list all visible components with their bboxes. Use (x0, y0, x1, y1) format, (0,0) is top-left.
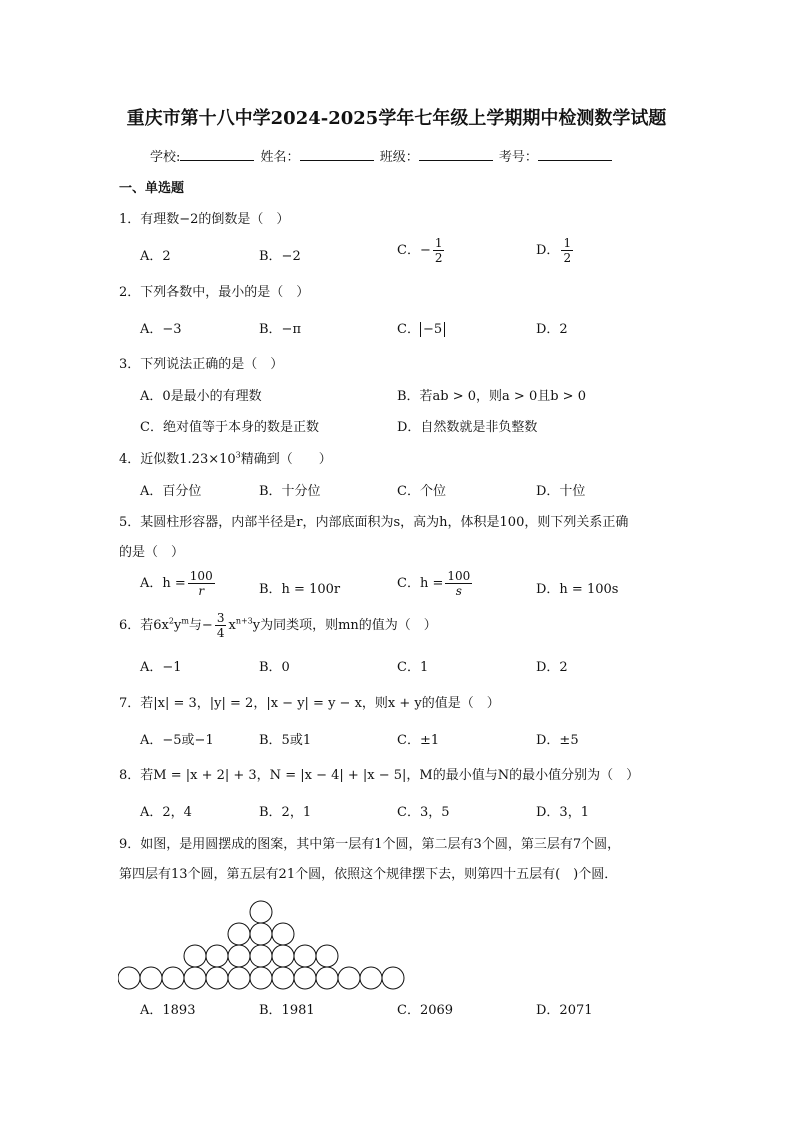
pattern-circle (338, 967, 360, 989)
q1-option-a[interactable]: A．2 (140, 249, 171, 264)
q4-option-a[interactable]: A．百分位 (140, 484, 202, 499)
q7-option-a[interactable]: A．−5或−1 (140, 733, 214, 748)
pattern-circle (382, 967, 404, 989)
q1-option-b[interactable]: B．−2 (259, 249, 301, 264)
q2-option-b[interactable]: B．−π (259, 322, 301, 337)
pattern-circle (316, 945, 338, 967)
pattern-circle (316, 967, 338, 989)
q9-stem-line2: 第四层有13个圆，第五层有21个圆，依照这个规律摆下去，则第四十五层有( )个圆． (119, 867, 618, 882)
page-title: 重庆市第十八中学2024-2025学年七年级上学期期中检测数学试题 (126, 108, 667, 129)
q6-sup2: m (181, 616, 189, 626)
pattern-circle (206, 967, 228, 989)
q7-option-b[interactable]: B．5或1 (259, 733, 312, 748)
q2-option-c[interactable] (397, 318, 445, 337)
pattern-circle (228, 945, 250, 967)
pattern-circle (272, 967, 294, 989)
q4-option-c[interactable]: C．个位 (397, 484, 446, 499)
class-label: 班级： (379, 150, 419, 165)
pattern-circle (250, 901, 272, 923)
q2-c-prefix: C． (397, 322, 420, 337)
pattern-circle (250, 923, 272, 945)
q8-option-a[interactable]: A．2，4 (140, 805, 192, 820)
q9-option-c[interactable]: C．2069 (397, 1003, 454, 1018)
q4-stem-post: 精确到（ ） (240, 452, 332, 467)
q4-option-b[interactable]: B．十分位 (259, 484, 321, 499)
pattern-circle (228, 967, 250, 989)
q3-option-c[interactable]: C．绝对值等于本身的数是正数 (140, 420, 319, 435)
q6-stem-e: y为同类项，则mn的值为（ ） (252, 618, 437, 633)
frac-num: 100 (189, 569, 213, 583)
frac-num: 3 (216, 611, 225, 625)
q6-sup1: 2 (168, 616, 174, 626)
q1-c-fraction (433, 236, 445, 265)
frac-den: 4 (216, 626, 225, 640)
q2-option-a[interactable]: A．−3 (140, 322, 182, 337)
q2-option-d[interactable]: D．2 (536, 322, 568, 337)
school-blank[interactable] (180, 148, 254, 161)
q1-c-prefix: C．− (397, 243, 431, 258)
exam-no-label: 考号： (498, 150, 538, 165)
q4-stem (119, 448, 332, 467)
q2-c-value: −5 (420, 322, 445, 337)
pattern-circle (360, 967, 382, 989)
q1-d-prefix: D． (536, 243, 560, 258)
class-blank[interactable] (419, 148, 493, 161)
q6-option-a[interactable]: A．−1 (140, 660, 182, 675)
q6-stem (119, 611, 437, 640)
q3-option-d[interactable]: D．自然数就是非负整数 (397, 420, 538, 435)
pattern-circle (140, 967, 162, 989)
q9-option-a[interactable]: A．1893 (140, 1003, 196, 1018)
q5-a-prefix: A．h = (140, 576, 186, 591)
q8-option-b[interactable]: B．2，1 (259, 805, 312, 820)
q5-option-d[interactable]: D．h = 100s (536, 582, 619, 597)
pattern-circle (272, 923, 294, 945)
q3-option-b[interactable]: B．若ab > 0，则a > 0且b > 0 (397, 389, 586, 404)
q6-stem-d: x (228, 618, 236, 633)
q4-exponent: 3 (235, 450, 241, 460)
pattern-circle (206, 945, 228, 967)
frac-den: r (198, 584, 205, 598)
q6-option-b[interactable]: B．0 (259, 660, 290, 675)
pattern-circle (294, 967, 316, 989)
q6-stem-c: 与− (188, 618, 213, 633)
student-info-line (150, 146, 614, 165)
frac-num: 100 (447, 569, 471, 583)
q6-fraction (215, 611, 227, 640)
frac-num: 1 (434, 236, 443, 250)
pattern-circle (294, 945, 316, 967)
q9-stem-line1: 9．如图，是用圆摆成的图案，其中第一层有1个圆，第二层有3个圆，第三层有7个圆， (119, 837, 621, 852)
frac-num: 1 (563, 236, 572, 250)
q5-c-fraction (445, 569, 472, 598)
pattern-circle (184, 945, 206, 967)
name-blank[interactable] (300, 148, 374, 161)
frac-den: 2 (434, 251, 443, 265)
q6-option-d[interactable]: D．2 (536, 660, 568, 675)
q5-option-c[interactable] (397, 569, 474, 598)
q7-stem: 7．若|x| = 3，|y| = 2，|x − y| = y − x，则x + y的值是（ ） (119, 696, 500, 711)
q4-stem-pre: 4．近似数1.23×10 (119, 452, 236, 467)
pattern-circle (228, 923, 250, 945)
school-label: 学校: (150, 150, 181, 165)
q2-stem: 2．下列各数中，最小的是（ ） (119, 285, 310, 300)
q9-option-d[interactable]: D．2071 (536, 1003, 593, 1018)
pattern-circle (250, 967, 272, 989)
q6-option-c[interactable]: C．1 (397, 660, 429, 675)
frac-den: 2 (563, 251, 572, 265)
q7-option-d[interactable]: D．±5 (536, 733, 579, 748)
q1-option-c[interactable] (397, 236, 446, 265)
q5-stem-line1: 5．某圆柱形容器，内部半径是r，内部底面积为s，高为h，体积是100，则下列关系正确 (119, 515, 629, 530)
q6-sup3: n+3 (235, 616, 253, 626)
pattern-circle (118, 967, 140, 989)
q3-stem: 3．下列说法正确的是（ ） (119, 357, 284, 372)
q1-stem: 1．有理数−2的倒数是（ ） (119, 212, 290, 227)
q8-option-c[interactable]: C．3，5 (397, 805, 450, 820)
pattern-circle (162, 967, 184, 989)
frac-den: s (455, 584, 462, 598)
q8-option-d[interactable]: D．3，1 (536, 805, 589, 820)
q1-option-d[interactable] (536, 236, 575, 265)
q8-stem: 8．若M = |x + 2| + 3，N = |x − 4| + |x − 5|，M的最小值与N的最小值分别为（ ） (119, 768, 640, 783)
circle-pattern-figure (118, 890, 408, 990)
q1-d-fraction (561, 236, 573, 265)
name-label: 姓名： (260, 150, 300, 165)
q5-option-a[interactable] (140, 569, 217, 598)
q5-c-prefix: C．h = (397, 576, 444, 591)
pattern-circle (184, 967, 206, 989)
q7-option-c[interactable]: C．±1 (397, 733, 440, 748)
q9-option-b[interactable]: B．1981 (259, 1003, 315, 1018)
q5-a-fraction (188, 569, 215, 598)
pattern-circle (272, 945, 294, 967)
pattern-circle (250, 945, 272, 967)
exam-no-blank[interactable] (538, 148, 612, 161)
q4-option-d[interactable]: D．十位 (536, 484, 586, 499)
q5-option-b[interactable]: B．h = 100r (259, 582, 341, 597)
q6-stem-a: 6．若6x (119, 618, 169, 633)
q5-stem-line2: 的是（ ） (119, 545, 185, 560)
section-heading: 一、单选题 (119, 181, 185, 196)
q6-stem-b: y (173, 618, 182, 633)
q3-option-a[interactable]: A．0是最小的有理数 (140, 389, 262, 404)
